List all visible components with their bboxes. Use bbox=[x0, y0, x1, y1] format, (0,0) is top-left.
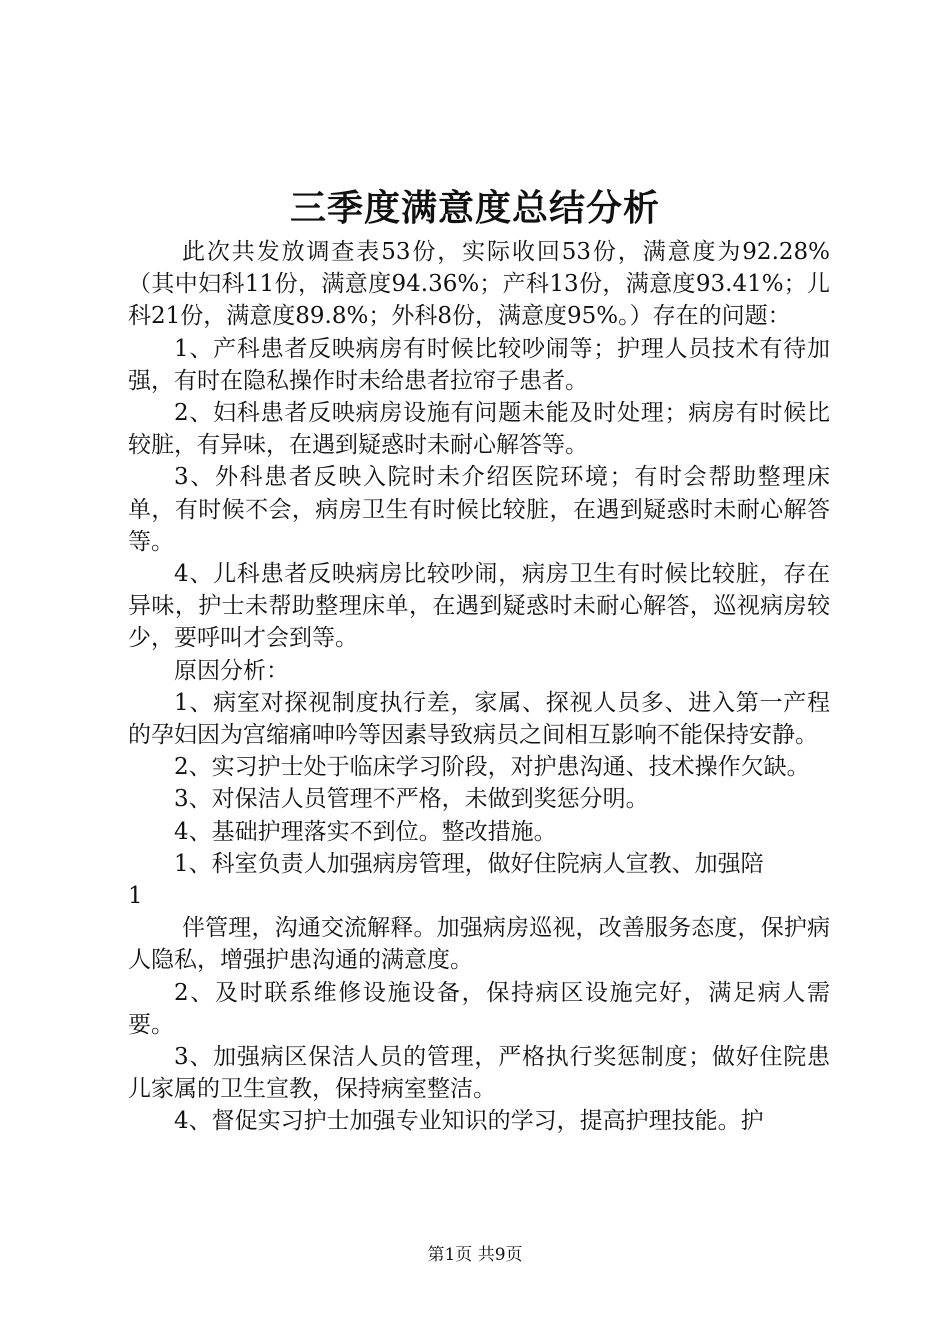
paragraph-cause-2: 2、实习护士处于临床学习阶段，对护患沟通、技术操作欠缺。 bbox=[174, 754, 810, 781]
paragraph-measure-4: 4、督促实习护士加强专业知识的学习，提高护理技能。护 bbox=[174, 1108, 764, 1135]
paragraph-measure-3: 3、加强病区保洁人员的管理，严格执行奖惩制度；做好住院患儿家属的卫生宣教，保持病室整洁。 bbox=[128, 1044, 830, 1103]
paragraph-measure-2: 2、及时联系维修设施设备，保持病区设施完好，满足病人需要。 bbox=[128, 979, 830, 1038]
paragraph-problem-3: 3、外科患者反映入院时未介绍医院环境；有时会帮助整理床单，有时候不会，病房卫生有时候比较脏，在遇到疑惑时未耐心解答等。 bbox=[128, 464, 830, 555]
paragraph-problem-4: 4、儿科患者反映病房比较吵闹，病房卫生有时候比较脏，存在异味，护士未帮助整理床单，在遇到疑惑时未耐心解答，巡视病房较少，要呼叫才会到等。 bbox=[128, 561, 830, 652]
paragraph-measure-1: 1、科室负责人加强病房管理，做好住院病人宣教、加强陪 bbox=[174, 850, 764, 877]
document-body bbox=[128, 236, 830, 1138]
page-footer: 第1页 共9页 bbox=[427, 1245, 523, 1265]
paragraph-measure-1-continued: 伴管理，沟通交流解释。加强病房巡视，改善服务态度，保护病人隐私，增强护患沟通的满意度。 bbox=[128, 915, 830, 974]
paragraph-cause-1: 1、病室对探视制度执行差，家属、探视人员多、进入第一产程的孕妇因为宫缩痛呻吟等因素导致病员之间相互影响不能保持安静。 bbox=[128, 689, 830, 749]
paragraph-intro: 此次共发放调查表53份，实际收回53份，满意度为92.28%（其中妇科11份，满意度94.36%；产科13份，满意度93.41%；儿科21份，满意度89.8%；外科8份，满意度95%。）存在的问题： bbox=[128, 239, 830, 330]
page-break-number: 1 bbox=[128, 883, 143, 910]
paragraph-problem-2: 2、妇科患者反映病房设施有问题未能及时处理；病房有时候比较脏，有异味，在遇到疑惑时未耐心解答等。 bbox=[128, 400, 830, 459]
paragraph-cause-3: 3、对保洁人员管理不严格，未做到奖惩分明。 bbox=[174, 786, 649, 813]
paragraph-cause-heading: 原因分析： bbox=[174, 657, 289, 684]
document-title: 三季度满意度总结分析 bbox=[289, 187, 660, 229]
paragraph-problem-1: 1、产科患者反映病房有时候比较吵闹等；护理人员技术有待加强，有时在隐私操作时未给患者拉帘子患者。 bbox=[128, 335, 830, 394]
paragraph-cause-4: 4、基础护理落实不到位。整改措施。 bbox=[174, 818, 557, 845]
